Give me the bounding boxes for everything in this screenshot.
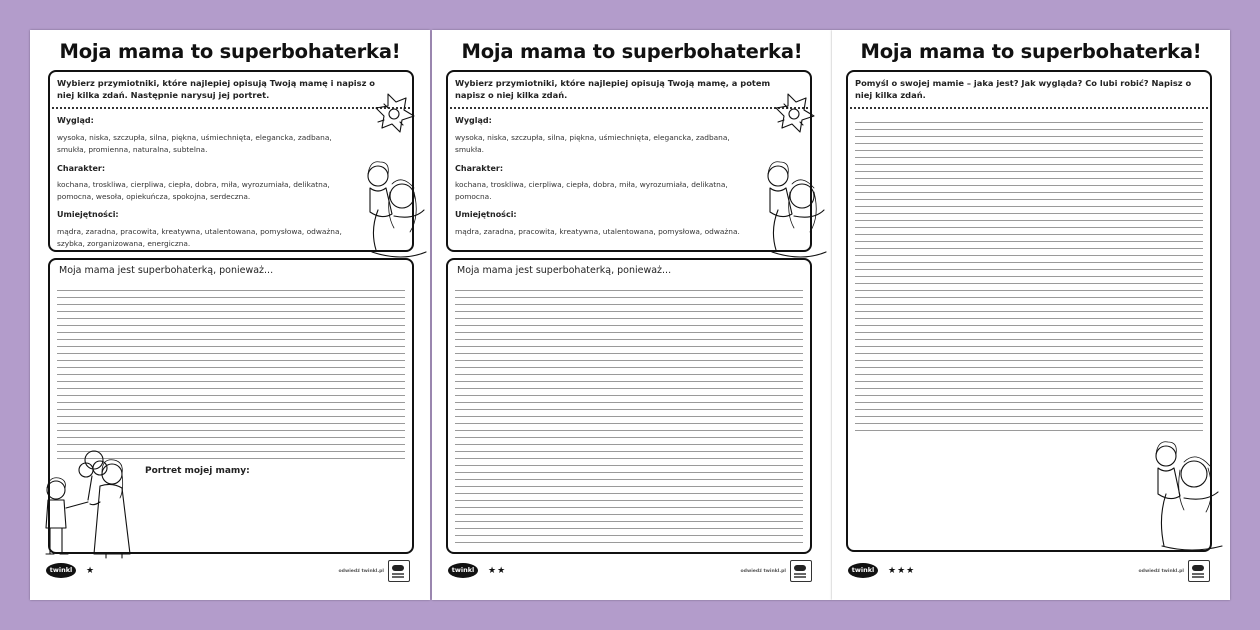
adjectives-skills: mądra, zaradna, pracowita, kreatywna, utalentowana, pomysłowa, odważna, szybka, zorganizowana, energiczna. [57,227,342,248]
mother-child-hug-illustration [1144,434,1230,554]
section-heading-skills: Umiejętności: [455,210,517,219]
instruction-text: Wybierz przymiotniki, które najlepiej opisują Twoją mamę, a potem napisz o niej kilka zdań. [455,78,771,100]
writing-lines [57,284,405,460]
writing-prompt: Moja mama jest superbohaterką, ponieważ... [59,265,274,276]
worksheet-page-1 [30,30,430,600]
adjectives-appearance: wysoka, niska, szczupła, silna, piękna, uśmiechnięta, elegancka, zadbana, smukła, promienna, naturalna, subtelna. [57,133,332,154]
writing-lines [855,116,1203,436]
page-title: Moja mama to superbohaterka! [59,40,401,63]
difficulty-stars: ★★★ [888,566,916,576]
section-heading-appearance: Wygląd: [455,116,492,125]
twinkl-badge-icon [388,560,410,582]
twinkl-logo: twinkl [448,563,478,578]
difficulty-stars: ★ [86,566,96,576]
footer-url: odwiedź twinkl.pl [338,569,384,574]
portrait-label: Portret mojej mamy: [145,466,250,476]
instruction-text: Wybierz przymiotniki, które najlepiej opisują Twoją mamę i napisz o niej kilka zdań. Następnie narysuj jej portret. [57,78,375,100]
section-heading-character: Charakter: [57,164,106,173]
twinkl-badge-icon [790,560,812,582]
mother-child-hug-illustration [348,92,428,262]
page-title: Moja mama to superbohaterka! [461,40,803,63]
difficulty-stars: ★★ [488,566,507,576]
footer-url: odwiedź twinkl.pl [1138,569,1184,574]
twinkl-logo: twinkl [46,563,76,578]
footer-url: odwiedź twinkl.pl [740,569,786,574]
worksheet-page-2 [432,30,832,600]
worksheet-page-3 [832,30,1230,600]
writing-prompt: Moja mama jest superbohaterką, ponieważ... [457,265,672,276]
adjectives-character: kochana, troskliwa, cierpliwa, ciepła, dobra, miła, wyrozumiała, delikatna, pomocna, wesoła, opiekuńcza, spokojna, serdeczna. [57,180,330,201]
page-title: Moja mama to superbohaterka! [860,40,1202,63]
mother-child-hug-illustration [748,92,828,262]
twinkl-logo: twinkl [848,563,878,578]
section-heading-appearance: Wygląd: [57,116,94,125]
writing-lines [455,284,803,544]
writing-box [446,258,812,554]
section-heading-character: Charakter: [455,164,504,173]
twinkl-badge-icon [1188,560,1210,582]
instruction-text: Pomyśl o swojej mamie – jaka jest? Jak wygląda? Co lubi robić? Napisz o niej kilka zdań. [855,78,1192,100]
dotted-divider [850,107,1208,109]
adjectives-character: kochana, troskliwa, cierpliwa, ciepła, dobra, miła, wyrozumiała, delikatna, pomocna. [455,180,728,201]
section-heading-skills: Umiejętności: [57,210,119,219]
adjectives-skills: mądra, zaradna, pracowita, kreatywna, utalentowana, pomysłowa, odważna. [455,227,740,236]
adjectives-appearance: wysoka, niska, szczupła, silna, piękna, uśmiechnięta, elegancka, zadbana, smukła. [455,133,730,154]
child-giving-flowers-illustration [36,450,136,560]
